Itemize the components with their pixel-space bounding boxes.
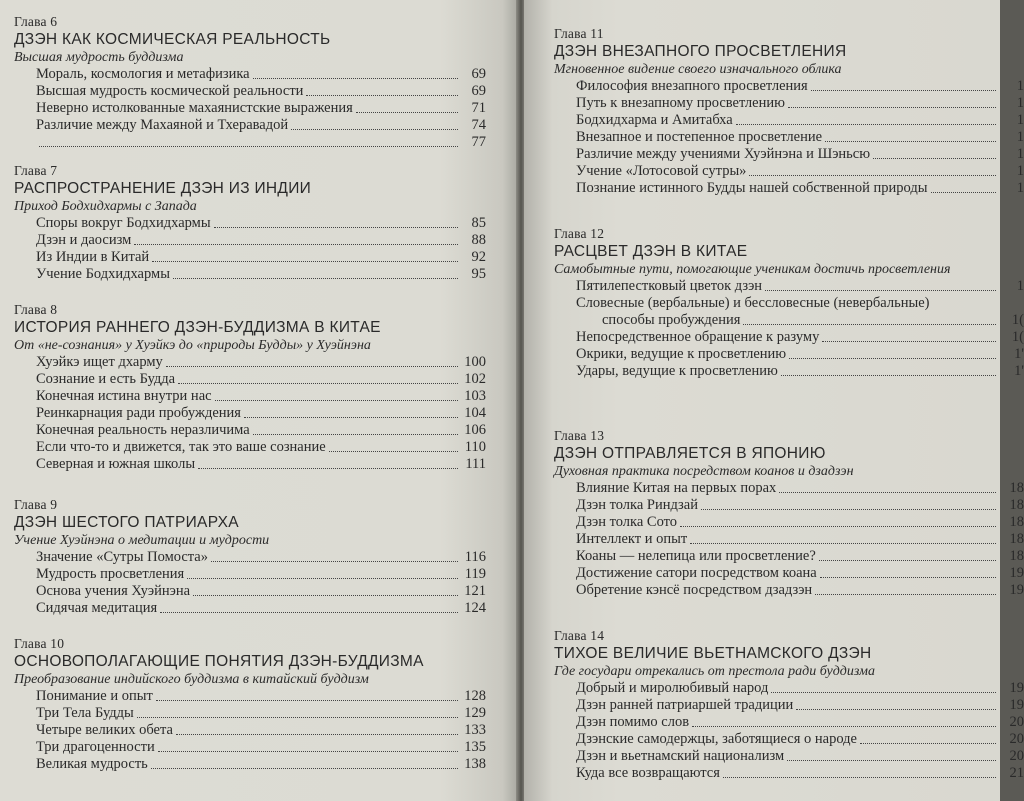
- chapter-entries: [554, 480, 1024, 599]
- toc-entry[interactable]: [554, 329, 1024, 346]
- toc-entry[interactable]: [14, 549, 486, 566]
- entry-page: 100: [464, 354, 486, 370]
- entry-page: 18: [1009, 480, 1024, 496]
- chapter-title: ДЗЭН ОТПРАВЛЯЕТСЯ В ЯПОНИЮ: [554, 445, 826, 462]
- leader-dots: [356, 112, 458, 113]
- toc-entry[interactable]: [554, 731, 1024, 748]
- chapter-subtitle: Учение Хуэйнэна о медитации и мудрости: [14, 533, 270, 548]
- leader-dots: [173, 278, 458, 279]
- entry-title-continued: способы пробуждения: [602, 312, 741, 328]
- chapter-subtitle: Духовная практика посредством коанов и дзадзэн: [554, 464, 854, 479]
- leader-dots: [811, 90, 996, 91]
- leader-dots: [291, 129, 458, 130]
- entry-page: 1: [1016, 180, 1024, 196]
- leader-dots: [244, 417, 458, 418]
- chapter-9: [0, 497, 484, 617]
- entry-page: 85: [471, 215, 486, 231]
- entry-title: Различие между учениями Хуэйнэна и Шэньсю: [576, 146, 871, 162]
- entry-title: Философия внезапного просветления: [576, 78, 808, 94]
- toc-entry[interactable]: [14, 600, 486, 617]
- leader-dots: [815, 594, 996, 595]
- entry-page: 138: [464, 756, 486, 772]
- entry-title: Четыре великих обета: [36, 722, 173, 738]
- toc-entry[interactable]: [14, 756, 486, 773]
- entry-title: Если что-то и движется, так это ваше сознание: [36, 439, 326, 455]
- chapter-entries: [554, 278, 1024, 380]
- entry-title: Из Индии в Китай: [36, 249, 150, 265]
- entry-title: Три драгоценности: [36, 739, 155, 755]
- toc-entry[interactable]: [554, 531, 1024, 548]
- entry-title: Обретение кэнсё посредством дзадзэн: [576, 582, 813, 598]
- entry-title: Путь к внезапному просветлению: [576, 95, 785, 111]
- toc-entry[interactable]: [554, 714, 1024, 731]
- entry-title: Коаны — нелепица или просветление?: [576, 548, 816, 564]
- entry-page: 1: [1016, 278, 1024, 294]
- entry-page: 88: [471, 232, 486, 248]
- toc-entry[interactable]: [554, 278, 1024, 295]
- leader-dots: [819, 560, 996, 561]
- chapter-number: Глава 6: [14, 14, 58, 29]
- entry-title: Северная и южная школы: [36, 456, 196, 472]
- chapter-number: Глава 7: [14, 163, 58, 178]
- toc-entry[interactable]: [14, 354, 486, 371]
- entry-page: 128: [464, 688, 486, 704]
- chapter-8: [0, 302, 484, 473]
- chapter-number: Глава 10: [14, 636, 65, 651]
- chapter-entries: [554, 78, 1024, 197]
- toc-entry[interactable]: [554, 765, 1024, 782]
- chapter-number: Глава 13: [554, 428, 605, 443]
- toc-entry[interactable]: [14, 388, 486, 405]
- entry-title: Мудрость просветления: [36, 566, 185, 582]
- toc-entry[interactable]: [554, 582, 1024, 599]
- chapter-13: [524, 428, 1024, 599]
- leader-dots: [253, 434, 458, 435]
- entry-page: 20: [1009, 748, 1024, 764]
- entry-page: 103: [464, 388, 486, 404]
- entry-title: Дзэн и вьетнамский национализм: [576, 748, 785, 764]
- entry-title: Основа учения Хуэйнэна: [36, 583, 191, 599]
- entry-title: Пятилепестковый цветок дзэн: [576, 278, 763, 294]
- entry-title: Интеллект и опыт: [576, 531, 688, 547]
- toc-entry[interactable]: [14, 134, 486, 151]
- leader-dots: [253, 78, 458, 79]
- toc-entry[interactable]: [14, 66, 486, 83]
- entry-page: 133: [464, 722, 486, 738]
- entry-page: 106: [464, 422, 486, 438]
- chapter-subtitle: Преобразование индийского буддизма в китайский буддизм: [14, 672, 369, 687]
- chapter-entries: [14, 688, 486, 773]
- entry-title: Высшая мудрость космической реальности: [36, 83, 304, 99]
- entry-page: 1: [1016, 112, 1024, 128]
- entry-page: 104: [464, 405, 486, 421]
- leader-dots: [788, 107, 996, 108]
- entry-title: Куда все возвращаются: [576, 765, 720, 781]
- chapter-title: РАСПРОСТРАНЕНИЕ ДЗЭН ИЗ ИНДИИ: [14, 180, 312, 197]
- toc-entry[interactable]: [554, 112, 1024, 129]
- toc-entry[interactable]: [554, 748, 1024, 765]
- toc-entry[interactable]: [554, 514, 1024, 531]
- toc-entry[interactable]: [14, 422, 486, 439]
- entry-title: Дзэн помимо слов: [576, 714, 690, 730]
- entry-title: Три Тела Будды: [36, 705, 134, 721]
- leader-dots: [771, 692, 996, 693]
- toc-entry[interactable]: [14, 456, 486, 473]
- entry-title: Внезапное и постепенное просветление: [576, 129, 823, 145]
- chapter-number: Глава 9: [14, 497, 58, 512]
- entry-page: 77: [471, 134, 486, 150]
- leader-dots: [680, 526, 996, 527]
- entry-title: Влияние Китая на первых порах: [576, 480, 777, 496]
- entry-page: 69: [471, 66, 486, 82]
- leader-dots: [306, 95, 458, 96]
- entry-page: 74: [471, 117, 486, 133]
- chapter-subtitle: Мгновенное видение своего изначального облика: [554, 62, 842, 77]
- entry-title: Познание истинного Будды нашей собственной природы: [576, 180, 928, 196]
- leader-dots: [690, 543, 996, 544]
- toc-entry[interactable]: [14, 232, 486, 249]
- entry-page: 102: [464, 371, 486, 387]
- entry-title: Сидячая медитация: [36, 600, 158, 616]
- entry-title: Конечная истина внутри нас: [36, 388, 212, 404]
- entry-title: Великая мудрость: [36, 756, 148, 772]
- toc-entry[interactable]: [554, 129, 1024, 146]
- toc-entry[interactable]: [14, 266, 486, 283]
- entry-title: Учение Бодхидхармы: [36, 266, 170, 282]
- toc-entry[interactable]: [14, 439, 486, 456]
- leader-dots: [215, 400, 458, 401]
- leader-dots: [781, 375, 996, 376]
- toc-entry[interactable]: [14, 739, 486, 756]
- leader-dots: [151, 768, 458, 769]
- entry-page: 18: [1009, 514, 1024, 530]
- entry-page: 119: [464, 566, 486, 582]
- chapter-subtitle: Где государи отрекались от престола ради буддизма: [554, 664, 875, 679]
- leader-dots: [178, 383, 458, 384]
- leader-dots: [779, 492, 996, 493]
- leader-dots: [187, 578, 458, 579]
- entry-title: Дзэн ранней патриаршей традиции: [576, 697, 794, 713]
- leader-dots: [787, 760, 996, 761]
- toc-entry[interactable]: [14, 117, 486, 134]
- chapter-10: [0, 636, 484, 773]
- chapter-subtitle: Приход Бодхидхармы с Запада: [14, 199, 197, 214]
- entry-page: 19: [1009, 582, 1024, 598]
- toc-entry[interactable]: [554, 480, 1024, 497]
- toc-entry[interactable]: [14, 722, 486, 739]
- toc-entry[interactable]: [554, 548, 1024, 565]
- entry-title: Окрики, ведущие к просветлению: [576, 346, 787, 362]
- entry-page: 71: [471, 100, 486, 116]
- entry-page: 18: [1009, 531, 1024, 547]
- leader-dots: [820, 577, 996, 578]
- entry-title: Словесные (вербальные) и бессловесные (невербальные): [576, 295, 930, 311]
- leader-dots: [158, 751, 458, 752]
- toc-entry[interactable]: [14, 566, 486, 583]
- entry-title: Различие между Махаяной и Тхеравадой: [36, 117, 289, 133]
- leader-dots: [825, 141, 996, 142]
- toc-entry[interactable]: [554, 363, 1024, 380]
- entry-page: 21: [1009, 765, 1024, 781]
- entry-page: 124: [464, 600, 486, 616]
- entry-title: Учение «Лотосовой сутры»: [576, 163, 747, 179]
- leader-dots: [160, 612, 458, 613]
- entry-page: 18: [1009, 497, 1024, 513]
- entry-title: Дзэнские самодержцы, заботящиеся о народе: [576, 731, 857, 747]
- chapter-subtitle: Высшая мудрость буддизма: [14, 50, 184, 65]
- entry-page: 129: [464, 705, 486, 721]
- leader-dots: [211, 561, 458, 562]
- entry-page: 19: [1009, 680, 1024, 696]
- chapter-entries: [14, 66, 486, 151]
- entry-page: 95: [471, 266, 486, 282]
- entry-page: 1(: [1011, 329, 1024, 345]
- entry-page: 1: [1016, 146, 1024, 162]
- toc-entry[interactable]: [554, 497, 1024, 514]
- entry-title: Хуэйкэ ищет дхарму: [36, 354, 163, 370]
- entry-page: 1: [1016, 163, 1024, 179]
- chapter-entries: [14, 215, 486, 283]
- leader-dots: [860, 743, 996, 744]
- leader-dots: [931, 192, 996, 193]
- leader-dots: [39, 146, 458, 147]
- entry-page: 18: [1009, 548, 1024, 564]
- chapter-subtitle: От «не-сознания» у Хуэйкэ до «природы Будды» у Хуэйнэна: [14, 338, 371, 353]
- leader-dots: [765, 290, 996, 291]
- entry-title: Добрый и миролюбивый народ: [576, 680, 769, 696]
- chapter-title: ИСТОРИЯ РАННЕГО ДЗЭН-БУДДИЗМА В КИТАЕ: [14, 319, 381, 336]
- entry-title: Удары, ведущие к просветлению: [576, 363, 778, 379]
- entry-title: Понимание и опыт: [36, 688, 153, 704]
- leader-dots: [329, 451, 458, 452]
- entry-page: 20: [1009, 714, 1024, 730]
- toc-entry[interactable]: [554, 697, 1024, 714]
- entry-title: Мораль, космология и метафизика: [36, 66, 250, 82]
- leader-dots: [723, 777, 996, 778]
- leader-dots: [796, 709, 996, 710]
- entry-page: 116: [464, 549, 486, 565]
- entry-page: 92: [471, 249, 486, 265]
- toc-entry[interactable]: [554, 565, 1024, 582]
- leader-dots: [822, 341, 996, 342]
- chapter-11: [524, 26, 1024, 197]
- leader-dots: [198, 468, 458, 469]
- entry-page: 1': [1014, 363, 1024, 379]
- entry-page: 1': [1014, 346, 1024, 362]
- toc-entry[interactable]: [14, 405, 486, 422]
- entry-page: 69: [471, 83, 486, 99]
- entry-title: Споры вокруг Бодхидхармы: [36, 215, 211, 231]
- entry-page: 1: [1016, 78, 1024, 94]
- leader-dots: [166, 366, 458, 367]
- chapter-number: Глава 11: [554, 26, 604, 41]
- leader-dots: [736, 124, 996, 125]
- chapter-title: ДЗЭН КАК КОСМИЧЕСКАЯ РЕАЛЬНОСТЬ: [14, 31, 331, 48]
- chapter-7: [0, 163, 484, 283]
- toc-entry[interactable]: [14, 371, 486, 388]
- entry-page: 135: [464, 739, 486, 755]
- entry-page: 20: [1009, 731, 1024, 747]
- leader-dots: [214, 227, 458, 228]
- leader-dots: [692, 726, 996, 727]
- leader-dots: [156, 700, 458, 701]
- toc-entry[interactable]: [14, 583, 486, 600]
- chapter-number: Глава 12: [554, 226, 605, 241]
- chapter-entries: [554, 680, 1024, 782]
- leader-dots: [701, 509, 996, 510]
- entry-title: Дзэн и даосизм: [36, 232, 132, 248]
- toc-entry[interactable]: [554, 346, 1024, 363]
- toc-entry[interactable]: [14, 688, 486, 705]
- entry-continuation: [576, 312, 1024, 329]
- entry-title: Дзэн толка Риндзай: [576, 497, 698, 513]
- toc-entry[interactable]: [14, 215, 486, 232]
- chapter-title: ДЗЭН ШЕСТОГО ПАТРИАРХА: [14, 514, 239, 531]
- entry-title: Непосредственное обращение к разуму: [576, 329, 820, 345]
- entry-title: Неверно истолкованные махаянистские выражения: [36, 100, 353, 116]
- chapter-entries: [14, 549, 486, 617]
- right-page: [524, 0, 1024, 801]
- toc-entry[interactable]: [554, 163, 1024, 180]
- leader-dots: [137, 717, 458, 718]
- toc-entry[interactable]: [554, 95, 1024, 112]
- leader-dots: [152, 261, 458, 262]
- chapter-12: [524, 226, 1024, 380]
- toc-entry[interactable]: [554, 78, 1024, 95]
- entry-title: Достижение сатори посредством коана: [576, 565, 817, 581]
- entry-page: 110: [464, 439, 486, 455]
- leader-dots: [134, 244, 458, 245]
- leader-dots: [749, 175, 996, 176]
- toc-entry[interactable]: [14, 705, 486, 722]
- chapter-title: ТИХОЕ ВЕЛИЧИЕ ВЬЕТНАМСКОГО ДЗЭН: [554, 645, 872, 662]
- leader-dots: [873, 158, 996, 159]
- toc-entry[interactable]: [554, 680, 1024, 697]
- chapter-title: РАСЦВЕТ ДЗЭН В КИТАЕ: [554, 243, 748, 260]
- chapter-subtitle: Самобытные пути, помогающие ученикам достичь просветления: [554, 262, 951, 277]
- toc-entry[interactable]: [554, 180, 1024, 197]
- leader-dots: [743, 324, 996, 325]
- entry-page: 121: [464, 583, 486, 599]
- leader-dots: [789, 358, 996, 359]
- chapter-entries: [14, 354, 486, 473]
- chapter-title: ОСНОВОПОЛАГАЮЩИЕ ПОНЯТИЯ ДЗЭН-БУДДИЗМА: [14, 653, 424, 670]
- toc-entry[interactable]: [14, 249, 486, 266]
- entry-title: Конечная реальность неразличима: [36, 422, 250, 438]
- chapter-6: [0, 14, 484, 151]
- entry-title: Значение «Сутры Помоста»: [36, 549, 208, 565]
- entry-title: Сознание и есть Будда: [36, 371, 176, 387]
- chapter-title: ДЗЭН ВНЕЗАПНОГО ПРОСВЕТЛЕНИЯ: [554, 43, 847, 60]
- entry-page: 19: [1009, 697, 1024, 713]
- toc-entry[interactable]: [14, 83, 486, 100]
- chapter-number: Глава 8: [14, 302, 58, 317]
- leader-dots: [176, 734, 458, 735]
- entry-title: Дзэн толка Сото: [576, 514, 678, 530]
- entry-page: 1(: [1011, 312, 1024, 328]
- entry-page: 111: [465, 456, 486, 472]
- toc-entry[interactable]: [554, 295, 1024, 329]
- entry-page: 1: [1016, 129, 1024, 145]
- chapter-number: Глава 14: [554, 628, 605, 643]
- toc-entry[interactable]: [554, 146, 1024, 163]
- chapter-14: [524, 628, 1024, 782]
- entry-title: Реинкарнация ради пробуждения: [36, 405, 241, 421]
- toc-entry[interactable]: [14, 100, 486, 117]
- entry-page: 1: [1016, 95, 1024, 111]
- leader-dots: [193, 595, 458, 596]
- entry-page: 19: [1009, 565, 1024, 581]
- entry-title: Бодхидхарма и Амитабха: [576, 112, 733, 128]
